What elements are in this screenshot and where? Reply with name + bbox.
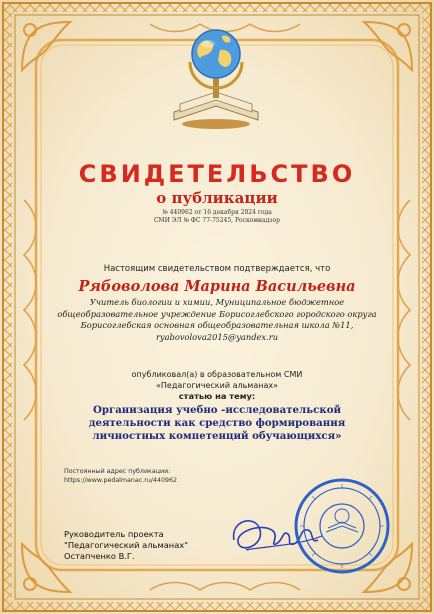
project-head bbox=[64, 529, 188, 562]
publication-address bbox=[64, 468, 177, 485]
globe-book-emblem-icon bbox=[166, 14, 266, 134]
registration-line: СМИ ЭЛ № ФС 77-75245, Роскомнадзор bbox=[153, 217, 281, 224]
published-line: «Педагогический альманах» bbox=[155, 380, 278, 390]
address-label: Постоянный адрес публикации: bbox=[64, 468, 171, 475]
article-line: деятельности как средство формирования bbox=[88, 417, 346, 429]
position-line: общеобразовательное учреждение Борисоглебского городского округа bbox=[57, 308, 377, 319]
registration-line: № 440962 от 16 декабря 2024 года bbox=[162, 209, 272, 216]
position-line: ryabovolova2015@yandex.ru bbox=[155, 331, 279, 342]
position-line: Борисоглебская основная общеобразовательная школа №11, bbox=[80, 320, 354, 330]
registration-info bbox=[0, 209, 434, 225]
published-line: опубликовал(а) в образовательном СМИ bbox=[131, 370, 303, 379]
published-in bbox=[0, 370, 434, 391]
article-line: Организация учебно -исследовательской bbox=[92, 404, 342, 416]
intro-text: Настоящим свидетельством подтверждается, что bbox=[103, 264, 331, 274]
article-label: статью на тему: bbox=[178, 391, 256, 401]
certificate-title: СВИДЕТЕЛЬСТВО bbox=[78, 160, 356, 188]
article-title bbox=[0, 404, 434, 443]
recipient-position bbox=[0, 297, 434, 343]
head-line: "Педагогический альманах" bbox=[64, 540, 189, 550]
certificate-subtitle: о публикации bbox=[156, 189, 278, 207]
head-line: Остапченко В.Г. bbox=[64, 551, 135, 561]
position-line: Учитель биологии и химии, Муниципальное бюджетное bbox=[89, 297, 345, 307]
address-url: https://www.pedalmanac.ru/440962 bbox=[64, 476, 177, 484]
head-line: Руководитель проекта bbox=[64, 529, 164, 539]
round-stamp bbox=[292, 476, 392, 576]
article-line: личностных компетенций обучающихся» bbox=[92, 430, 342, 442]
recipient-name: Рябоволова Марина Васильевна bbox=[78, 278, 356, 295]
